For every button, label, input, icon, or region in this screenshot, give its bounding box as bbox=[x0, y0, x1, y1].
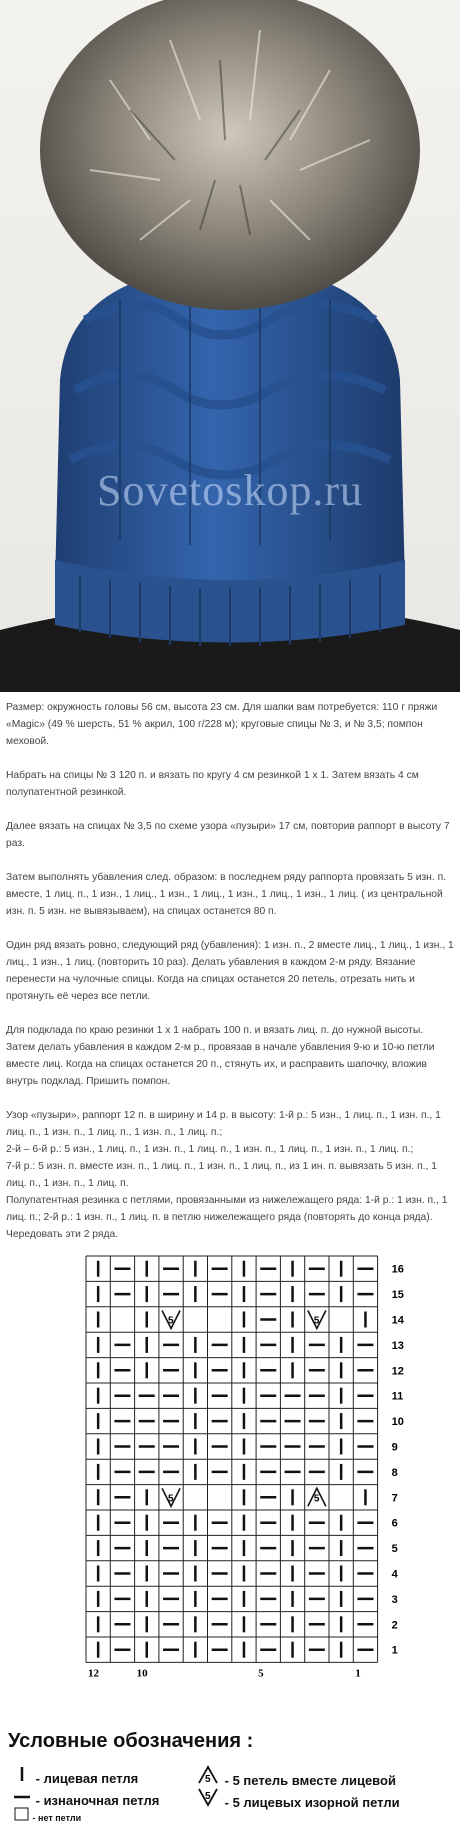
stitch-count: 5 bbox=[313, 1315, 320, 1327]
paragraph-pattern: Далее вязать на спицах № 3,5 по схеме узора «пузыри» 17 см, повторив раппорт в высоту 7 раз. bbox=[6, 821, 450, 849]
legend-empty-label: - нет петли bbox=[32, 1813, 82, 1823]
legend-dec5-label: - 5 петель вместе лицевой bbox=[224, 1773, 396, 1788]
row-number: 15 bbox=[391, 1289, 404, 1302]
paragraph-decrease-2: Один ряд вязать ровно, следующий ряд (убавления): 1 изн. п., 2 вместе лиц., 1 лиц., 1 изн., 1 лиц., 1 изн., 1 лиц. (повторить 10 раз). Делать убавления в каждом 2-м ряду. Вязание перенести на чулочные спицы. Когда на спицах останется 20 петель, отрезать нить и протянуть её через все петли. bbox=[6, 940, 454, 1002]
legend-knit-label: - лицевая петля bbox=[35, 1771, 139, 1786]
row-number: 9 bbox=[391, 1441, 398, 1454]
row-number: 4 bbox=[391, 1568, 398, 1581]
hat-illustration bbox=[0, 0, 460, 692]
paragraph-decrease-1: Затем выполнять убавления след. образом: в последнем ряду раппорта провязать 5 изн. п. вместе, 1 лиц. п., 1 изн., 1 лиц., 1 изн., 1 лиц., 1 изн., 1 лиц., 1 изн., 1 лиц. ( из центральной изн. п. 5 изн. не вывязываем), на спицах останется 80 п. bbox=[6, 872, 447, 917]
legend-dec5 bbox=[195, 1765, 396, 1788]
legend-purl-label: - изнаночная петля bbox=[35, 1793, 160, 1808]
legend-inc5-label: - 5 лицевых изорной петли bbox=[224, 1795, 400, 1810]
svg-text:5: 5 bbox=[205, 1791, 211, 1802]
legend-inc5 bbox=[195, 1787, 400, 1810]
empty-cell-icon bbox=[14, 1807, 30, 1821]
legend-knit bbox=[12, 1765, 138, 1786]
paragraph-pattern-row1: Узор «пузыри», раппорт 12 п. в ширину и 14 р. в высоту: 1-й р.: 5 изн., 1 лиц. п., 1 изн. п., 1 лиц. п., 1 изн. п., 1 лиц. п., 1 изн. п., 1 лиц. п.; bbox=[6, 1110, 441, 1138]
row-number: 14 bbox=[391, 1314, 404, 1327]
paragraph-pattern-rows2-6: 2-й – 6-й р.: 5 изн., 1 лиц. п., 1 изн. п., 1 лиц. п., 1 изн. п., 1 лиц. п., 1 изн. п., 1 лиц. п.; bbox=[6, 1144, 414, 1155]
hat-photo bbox=[0, 0, 460, 692]
paragraph-pattern-row7: 7-й р.: 5 изн. п. вместе изн. п., 1 лиц. п., 1 изн. п., 1 лиц. п., из 1 ин. п. вывязать 5 изн. п., 1 лиц. п., 1 изн. п., 1 лиц. п. bbox=[6, 1161, 437, 1189]
row-number: 13 bbox=[391, 1339, 404, 1352]
row-number: 11 bbox=[391, 1390, 404, 1403]
column-number: 5 bbox=[258, 1667, 264, 1680]
stitch-count: 5 bbox=[168, 1315, 174, 1327]
legend-title: Условные обозначения : bbox=[8, 1730, 254, 1752]
row-number: 16 bbox=[391, 1263, 404, 1276]
row-number: 2 bbox=[391, 1619, 398, 1632]
column-number: 12 bbox=[88, 1667, 99, 1680]
row-number: 7 bbox=[391, 1492, 398, 1505]
stitch-count: 5 bbox=[168, 1493, 174, 1505]
column-number: 1 bbox=[355, 1667, 361, 1680]
purl-stitch-icon bbox=[12, 1787, 32, 1805]
row-number: 5 bbox=[391, 1543, 398, 1556]
legend-empty bbox=[14, 1807, 81, 1823]
paragraph-half-fisherman: Полупатентная резинка с петлями, провязанными из нижележащего ряда: 1-й р.: 1 изн. п., 1 лиц. п.; 2-й р.: 1 изн. п., 1 лиц. п. в петлю нижележащего ряда (повторять до конца ряда). Чередовать эти 2 ряда. bbox=[6, 1195, 448, 1240]
row-number: 6 bbox=[391, 1517, 398, 1530]
column-number: 10 bbox=[136, 1667, 148, 1680]
watermark-text: Sovetoskop.ru bbox=[97, 466, 363, 515]
row-number: 3 bbox=[391, 1593, 398, 1606]
paragraph-lining: Для подклада по краю резинки 1 х 1 набрать 100 п. и вязать лиц. п. до нужной высоты. Затем делать убавления в каждом 2-м р., провязав в начале убавления 9-ю и 10-ю петли вместе лиц. Когда на спицах останется 20 п., стянуть их, и расправить шапочку, вложив внутрь подклад. Пришить помпон. bbox=[6, 1025, 435, 1087]
five-together-icon bbox=[195, 1765, 221, 1785]
legend-purl bbox=[12, 1787, 159, 1808]
paragraph-size: Размер: окружность головы 56 см, высота 23 см. Для шапки вам потребуется: 110 г пряжи «Magic» (49 % шерсть, 51 % акрил, 100 г/228 м); круговые спицы № 3, и № 3,5; помпон меховой. bbox=[6, 702, 438, 747]
paragraph-ribbing: Набрать на спицы № 3 120 п. и вязать по кругу 4 см резинкой 1 х 1. Затем вязать 4 см полупатентной резинкой. bbox=[6, 770, 419, 798]
row-number: 1 bbox=[391, 1644, 398, 1657]
five-from-one-icon bbox=[195, 1787, 221, 1807]
svg-text:5: 5 bbox=[205, 1774, 211, 1785]
row-number: 10 bbox=[391, 1416, 404, 1429]
knitting-chart bbox=[0, 1248, 460, 1723]
article-text bbox=[6, 699, 454, 1243]
row-number: 12 bbox=[391, 1365, 404, 1378]
chart-grid bbox=[0, 1248, 460, 1718]
stitch-count: 5 bbox=[313, 1493, 320, 1505]
knit-stitch-icon bbox=[12, 1765, 32, 1783]
row-number: 8 bbox=[391, 1466, 398, 1479]
